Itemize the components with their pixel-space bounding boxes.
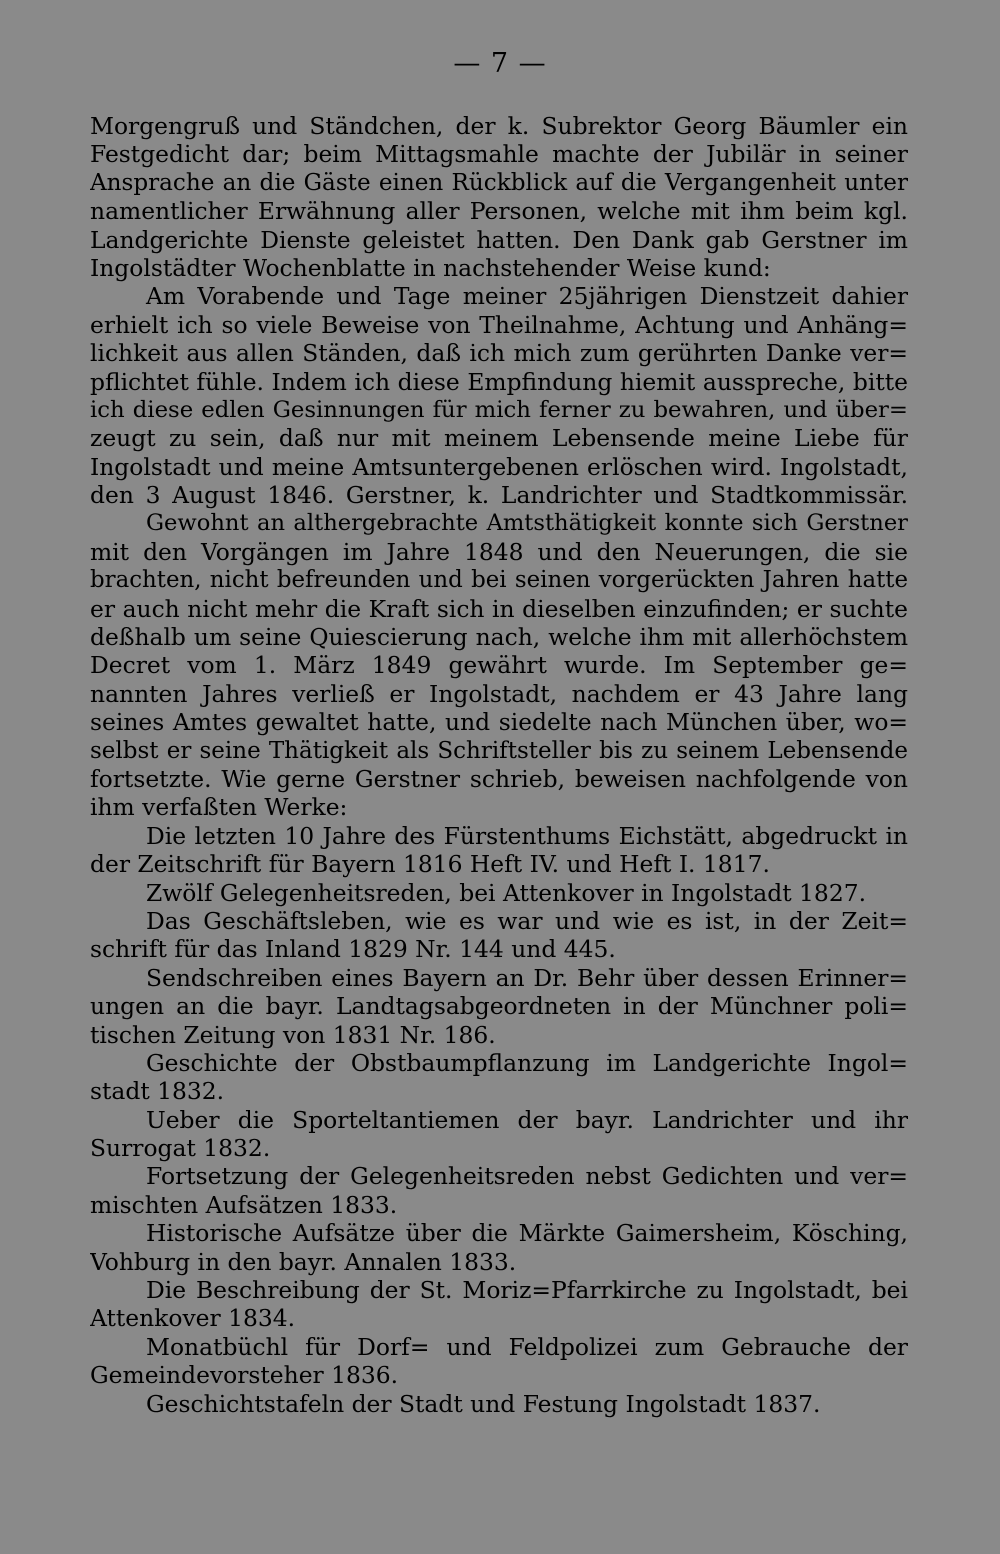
text-line: fortsetzte. Wie gerne Gerstner schrieb, beweisen nachfolgende von (90, 764, 908, 793)
text-line: zeugt zu sein, daß nur mit meinem Lebensende meine Liebe für (90, 424, 908, 453)
text-line: nannten Jahres verließ er Ingolstadt, nachdem er 43 Jahre lang (90, 679, 908, 708)
text-line: Historische Aufsätze über die Märkte Gaimersheim, Kösching, (146, 1219, 908, 1248)
text-line: Gemeindevorsteher 1836. (90, 1361, 399, 1390)
text-line: er auch nicht mehr die Kraft sich in dieselben einzufinden; er suchte (90, 594, 908, 623)
text-line: Vohburg in den bayr. Annalen 1833. (90, 1247, 517, 1276)
text-line: ungen an die bayr. Landtagsabgeordneten in der Münchner poli= (90, 992, 908, 1021)
text-line: mischten Aufsätzen 1833. (90, 1190, 398, 1219)
text-line: Gewohnt an althergebrachte Amtsthätigkeit konnte sich Gerstner (146, 510, 908, 537)
text-line: Festgedicht dar; beim Mittagsmahle machte der Jubilär in seiner (90, 140, 908, 169)
text-line: ich diese edlen Gesinnungen für mich ferner zu bewahren, und über= (90, 396, 908, 423)
text-line: lichkeit aus allen Ständen, daß ich mich zum gerührten Danke ver= (90, 339, 908, 368)
text-line: Surrogat 1832. (90, 1134, 271, 1163)
text-line: Ansprache an die Gäste einen Rückblick auf die Vergangenheit unter (90, 169, 908, 196)
text-line: Landgerichte Dienste geleistet hatten. Den Dank gab Gerstner im (90, 225, 908, 254)
text-line: Sendschreiben eines Bayern an Dr. Behr über dessen Erinner= (146, 963, 908, 992)
text-line: den 3 August 1846. Gerstner, k. Landrichter und Stadtkommissär. (90, 481, 908, 510)
body-text (90, 112, 908, 1418)
text-line: Geschichte der Obstbaumpflanzung im Landgerichte Ingol= (146, 1048, 908, 1077)
text-line: Attenkover 1834. (90, 1304, 296, 1333)
text-line: Das Geschäftsleben, wie es war und wie es ist, in der Zeit= (146, 906, 908, 935)
text-line: deßhalb um seine Quiescierung nach, welche ihm mit allerhöchstem (90, 623, 908, 652)
text-line: tischen Zeitung von 1831 Nr. 186. (90, 1020, 496, 1049)
text-line: mit den Vorgängen im Jahre 1848 und den Neuerungen, die sie (90, 537, 908, 566)
text-line: brachten, nicht befreunden und bei seinen vorgerückten Jahren hatte (90, 567, 908, 594)
text-line: Ueber die Sporteltantiemen der bayr. Landrichter und ihr (146, 1105, 908, 1134)
text-line: Ingolstädter Wochenblatte in nachstehender Weise kund: (90, 253, 771, 282)
text-line: selbst er seine Thätigkeit als Schriftsteller bis zu seinem Lebensende (90, 737, 908, 764)
text-line: seines Amtes gewaltet hatte, und siedelte nach München über, wo= (90, 708, 908, 737)
text-line: Zwölf Gelegenheitsreden, bei Attenkover in Ingolstadt 1827. (146, 878, 867, 907)
text-line: Decret vom 1. März 1849 gewährt wurde. Im September ge= (90, 651, 908, 680)
text-line: Fortsetzung der Gelegenheitsreden nebst Gedichten und ver= (146, 1162, 908, 1191)
text-line: Geschichtstafeln der Stadt und Festung Ingolstadt 1837. (146, 1389, 821, 1418)
text-line: stadt 1832. (90, 1077, 225, 1106)
text-line: namentlicher Erwähnung aller Personen, welche mit ihm beim kgl. (90, 197, 908, 226)
text-line: Die letzten 10 Jahre des Fürstenthums Eichstätt, abgedruckt in (146, 821, 908, 850)
text-line: ihm verfaßten Werke: (90, 793, 348, 822)
text-line: der Zeitschrift für Bayern 1816 Heft IV. und Heft I. 1817. (90, 850, 770, 879)
text-line: Die Beschreibung der St. Moriz=Pfarrkirche zu Ingolstadt, bei (146, 1276, 908, 1305)
text-line: erhielt ich so viele Beweise von Theilnahme, Achtung und Anhäng= (90, 310, 908, 339)
page-number: — 7 — (453, 48, 547, 79)
text-line: pflichtet fühle. Indem ich diese Empfindung hiemit ausspreche, bitte (90, 367, 908, 396)
text-line: Am Vorabende und Tage meiner 25jährigen Dienstzeit dahier (146, 282, 908, 311)
text-line: schrift für das Inland 1829 Nr. 144 und 445. (90, 935, 616, 964)
text-line: Monatbüchl für Dorf= und Feldpolizei zum Gebrauche der (146, 1332, 908, 1361)
text-line: Ingolstadt und meine Amtsuntergebenen erlöschen wird. Ingolstadt, (90, 452, 908, 481)
text-line: Morgengruß und Ständchen, der k. Subrektor Georg Bäumler ein (90, 112, 908, 140)
